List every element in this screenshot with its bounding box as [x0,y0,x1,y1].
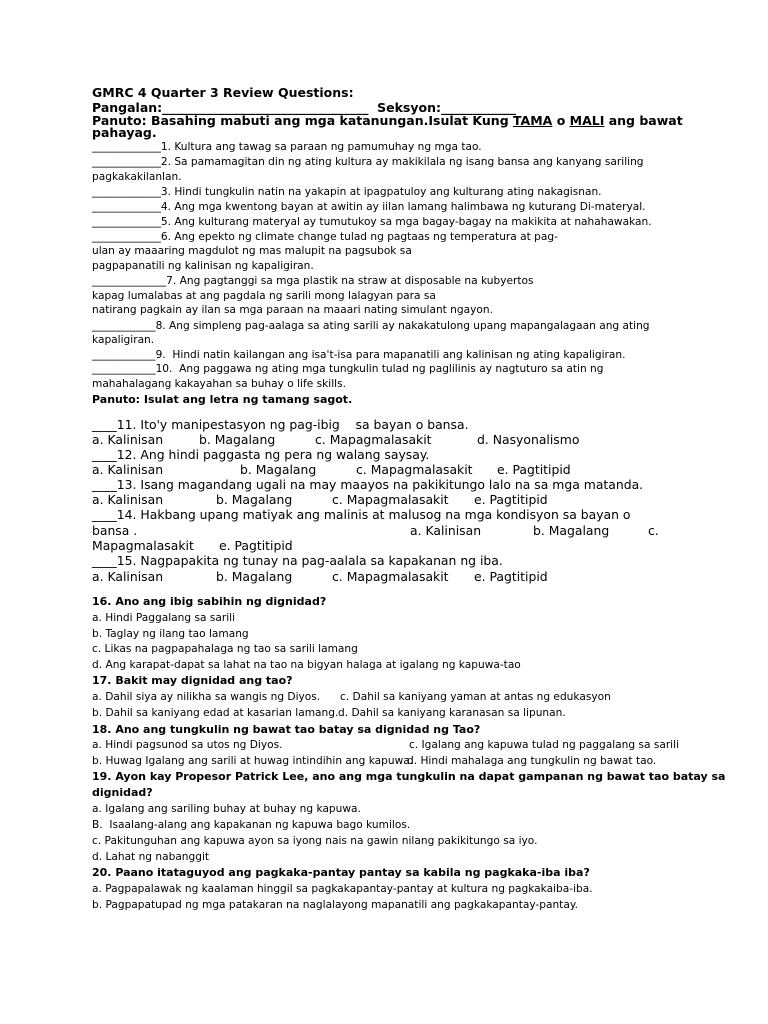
name-section-line: Pangalan:_________________________________ Seksyon:____________ [92,100,516,115]
question-16: 16. Ano ang ibig sabihin ng dignidad? [92,595,327,608]
worksheet-title: GMRC 4 Quarter 3 Review Questions: [92,85,354,100]
tf-line: pagpapanatili ng kalinisan ng kapaligiran. [92,260,314,272]
tf-line: ____________10. Ang paggawa ng ating mga tungkulin tulad ng paglilinis ay nagtuturo sa atin ng [92,363,604,375]
tf-line: ______________7. Ang pagtanggi sa mga plastik na straw at disposable na kubyertos [92,275,534,287]
q18-opt-d: d. Hindi mahalaga ang tungkulin ng bawat tao. [407,755,657,767]
q19-opt-a: a. Igalang ang sariling buhay at buhay ng kapuwa. [92,803,361,815]
q13-opt-e: e. Pagtitipid [474,492,548,507]
q14-opt-a: a. Kalinisan [410,523,482,538]
q15-opt-c: c. Mapagmalasakit [332,569,449,584]
q17-opt-a: a. Dahil siya ay nilikha sa wangis ng Diyos. [92,691,321,703]
q20-opt-b: b. Pagpapatupad ng mga patakaran na naglalayong mapanatili ang pagkakapantay-pantay. [92,899,578,911]
question-19: 19. Ayon kay Propesor Patrick Lee, ano ang mga tungkulin na dapat gampanan ng bawat tao batay sa [92,770,726,783]
question-15: ____15. Nagpapakita ng tunay na pag-aalala sa kapakanan ng iba. [92,553,503,568]
tf-line: _____________5. Ang kulturang materyal ay tumutukoy sa mga bagay-bagay na makikita at nahahawakan. [92,216,652,228]
q19-opt-d: d. Lahat ng nabanggit [92,851,210,863]
q19-opt-c: c. Pakitunguhan ang kapuwa ayon sa iyong nais na gawin nilang pakikitungo sa iyo. [92,835,538,847]
instruction-2: Panuto: Isulat ang letra ng tamang sagot. [92,393,353,406]
tf-line: _____________2. Sa pamamagitan din ng ating kultura ay makikilala ng isang bansa ang kanyang sariling [92,156,644,168]
tf-line: pagkakakilanlan. [92,171,182,183]
q20-opt-a: a. Pagpapalawak ng kaalaman hinggil sa pagkakapantay-pantay at kultura ng pagkakaiba-iba. [92,883,593,895]
q15-opt-e: e. Pagtitipid [474,569,548,584]
instruction-1 [92,113,683,128]
question-18: 18. Ano ang tungkulin ng bawat tao batay sa dignidad ng Tao? [92,723,481,736]
q17-opt-d: d. Dahil sa kaniyang karanasan sa lipunan. [338,707,566,719]
tf-line: _____________3. Hindi tungkulin natin na yakapin at ipagpatuloy ang kulturang ating nakagisnan. [92,186,602,198]
q16-opt-b: b. Taglay ng ilang tao lamang [92,628,249,640]
q13-opt-b: b. Magalang [216,492,293,507]
q11-opt-a: a. Kalinisan [92,432,164,447]
q16-opt-d: d. Ang karapat-dapat sa lahat na tao na bigyan halaga at igalang ng kapuwa-tao [92,659,521,671]
q11-opt-d: d. Nasyonalismo [477,432,580,447]
q17-opt-c: c. Dahil sa kaniyang yaman at antas ng edukasyon [340,691,611,703]
q15-opt-b: b. Magalang [216,569,293,584]
q18-opt-b: b. Huwag Igalang ang sarili at huwag intindihin ang kapuwa. [92,755,414,767]
q11-opt-c: c. Mapagmalasakit [315,432,432,447]
tama-label: TAMA [513,113,553,128]
q13-opt-a: a. Kalinisan [92,492,164,507]
q11-opt-b: b. Magalang [199,432,276,447]
q12-opt-b: b. Magalang [240,462,317,477]
q13-opt-c: c. Mapagmalasakit [332,492,449,507]
question-19-line2: dignidad? [92,786,153,799]
mali-label: MALI [569,113,605,128]
q14-opt-c-text: Mapagmalasakit [92,538,194,553]
instruction-1-prefix: Panuto: Basahing mabuti ang mga katanungan.Isulat Kung [92,113,513,128]
instruction-1-suffix: ang bawat [604,113,683,128]
question-13: ____13. Isang magandang ugali na may maayos na pakikitungo lalo na sa mga matanda. [92,477,644,492]
tf-line: natirang pagkain ay ilan sa mga paraan na maaari nating simulant ngayon. [92,304,493,316]
question-14: ____14. Hakbang upang matiyak ang malinis at malusog na mga kondisyon sa bayan o [92,507,631,522]
q17-opt-b: b. Dahil sa kaniyang edad at kasarian lamang. [92,707,339,719]
q16-opt-c: c. Likas na pagpapahalaga ng tao sa sarili lamang [92,643,358,655]
q16-opt-a: a. Hindi Paggalang sa sarili [92,612,236,624]
q12-opt-e: e. Pagtitipid [497,462,571,477]
question-17: 17. Bakit may dignidad ang tao? [92,674,293,687]
tf-line: ____________9. Hindi natin kailangan ang isa't-isa para mapanatili ang kalinisan ng ating kapaligiran. [92,349,626,361]
tf-line: kapaligiran. [92,334,155,346]
q12-opt-a: a. Kalinisan [92,462,164,477]
tf-line: _____________6. Ang epekto ng climate change tulad ng pagtaas ng temperatura at pag- [92,231,558,243]
q18-opt-a: a. Hindi pagsunod sa utos ng Diyos. [92,739,283,751]
tf-line: _____________4. Ang mga kwentong bayan at awitin ay iilan lamang halimbawa ng kuturang Di-materyal. [92,201,646,213]
tf-line: _____________1. Kultura ang tawag sa paraan ng pamumuhay ng mga tao. [92,141,482,153]
q15-opt-a: a. Kalinisan [92,569,164,584]
tf-line: mahahalagang kakayahan sa buhay o life skills. [92,378,346,390]
q14-opt-b: b. Magalang [533,523,610,538]
q18-opt-c: c. Igalang ang kapuwa tulad ng paggalang sa sarili [409,739,680,751]
q19-opt-b: B. Isaalang-alang ang kapakanan ng kapuwa bago kumilos. [92,819,411,831]
instruction-1-line2: pahayag. [92,125,157,140]
question-20: 20. Paano itataguyod ang pagkaka-pantay pantay sa kabila ng pagkaka-iba iba? [92,866,590,879]
tf-line: ____________8. Ang simpleng pag-aalaga sa ating sarili ay nakakatulong upang mapangalagaan ang ating [92,320,650,332]
question-11: ____11. Ito'y manipestasyon ng pag-ibig sa bayan o bansa. [92,417,469,432]
tf-line: ulan ay maaaring magdulot ng mas malupit na pagsubok sa [92,245,412,257]
q14-opt-e: e. Pagtitipid [219,538,293,553]
q12-opt-c: c. Mapagmalasakit [356,462,473,477]
question-12: ____12. Ang hindi paggasta ng pera ng walang saysay. [92,447,430,462]
question-14-line2: bansa . [92,523,138,538]
instruction-1-o: o [552,113,570,128]
q14-opt-c: c. [648,523,659,538]
tf-line: kapag lumalabas at ang pagdala ng sarili mong lalagyan para sa [92,290,436,302]
